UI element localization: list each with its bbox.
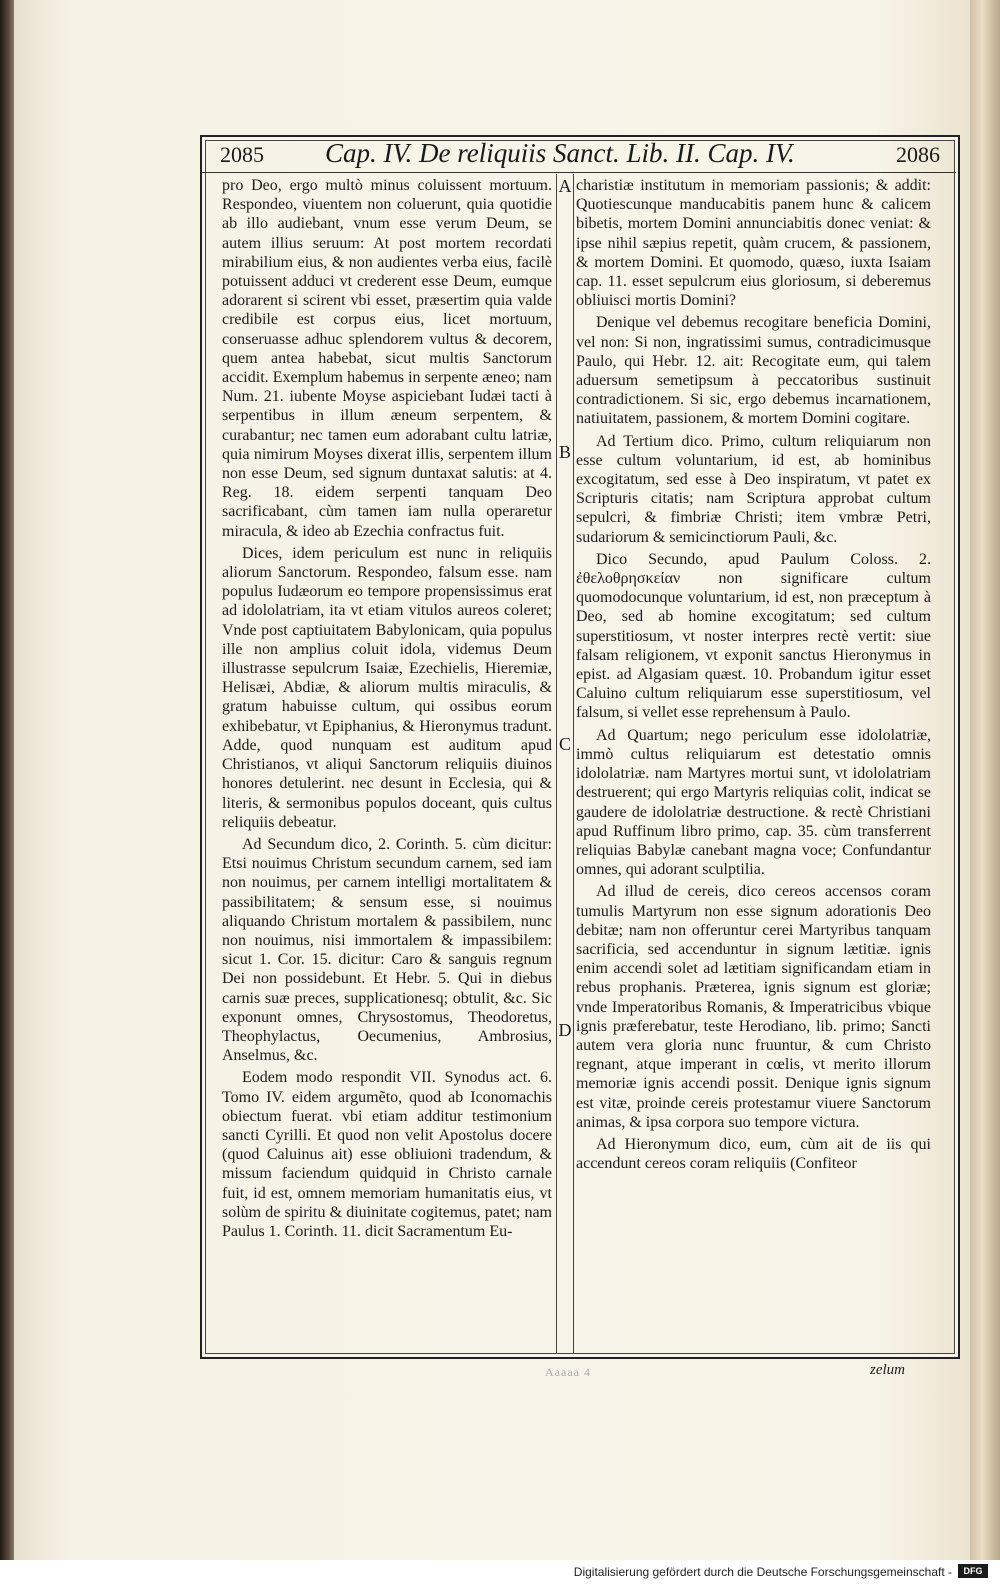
running-header [210, 138, 950, 174]
margin-letter-a: A [558, 176, 572, 196]
dfg-logo: DFG [958, 1564, 988, 1578]
paragraph: Ad Quartum; nego periculum esse idololatriæ, immò cultus reliquiarum est detestatio omnis idololatriæ. nam Martyres mortui sunt, vt idololatriam destruerent; qui ergo Martyris reliquias colit, indicat se gaudere de idololatriæ destructione. & rectè Christiani apud Ruffinum libro primo, cap. 35. cùm transferrent reliquias Babylæ canebant magna voce; Confundantur omnes, qui adorant sculptilia. [576, 726, 931, 879]
header-rule [202, 172, 956, 173]
running-title: Cap. IV. De reliquiis Sanct. Lib. II. Cap. IV. [325, 138, 795, 168]
margin-letter-d: D [558, 1020, 572, 1040]
paragraph: Dices, idem periculum est nunc in reliquiis aliorum Sanctorum. Respondeo, falsum esse. nam populus Iudæorum eo tempore propensissimus erat ad idololatriam, ita vt etiam vitulos aureos coleret; Vnde post captiuitatem Babylonicam, quia populus ille non amplius coluit idola, videmus Deum illustrasse sepulcrum Isaiæ, Ezechielis, Hieremiæ, Helisæi, Abdiæ, & aliorum multis miraculis, & gratum habuisse cultum, qui ossibus eorum exhibebatur, vt Epiphanius, & Hieronymus tradunt. Adde, quod nunquam est auditum apud Christianos, vt aliqui Sanctorum reliquiis diuinos honores detulerint. nec desunt in Ecclesia, qui & literis, & sermonibus populos doceant, quis cultus reliquiis debeatur. [222, 544, 552, 831]
paragraph: Ad illud de cereis, dico cereos accensos coram tumulis Martyrum non esse signum adorationis Deo debitæ; nam non offeruntur cerei Martyribus tanquam sacrificia, sed accenduntur in signum lætitiæ. ignis enim accendi solet ad lætitiam significandam etiam in rebus prophanis. Præterea, ignis signum est gloriæ; vnde Imperatoribus Romanis, & Imperatricibus vbique ignis præferebatur, teste Herodiano, lib. primo; Sancti autem vera gloria nunc fruuntur, & cum Christo regnant, atque imperant in cœlis, vt merito illorum memoriæ ignis accendi possit. Denique ignis signum est vitæ, proinde cereis protestamur viuere Sanctorum animas, & ipsa corpora suo tempore victura. [576, 883, 931, 1131]
funding-credit: Digitalisierung gefördert durch die Deutsche Forschungsgemeinschaft - [573, 1565, 952, 1579]
margin-column [556, 174, 574, 1354]
next-page-edge [970, 0, 1000, 1586]
paragraph: Ad Secundum dico, 2. Corinth. 5. cùm dicitur: Etsi nouimus Christum secundum carnem, sed iam non nouimus, per carnem intelligi mortalitatem & passibilitatem; & sensum esse, si nouimus aliquando Christum mortalem & passibilem, nunc non nouimus, nisi immortalem & impassibilem: sicut 1. Cor. 15. dicitur: Caro & sanguis regnum Dei non possidebunt. Et Hebr. 5. Qui in diebus carnis suæ preces, supplicationesq; obtulit, &c. Sic exponunt omnes, Chrysostomus, Theodoretus, Theophylactus, Oecumenius, Ambrosius, Anselmus, &c. [222, 835, 552, 1065]
paragraph: charistiæ institutum in memoriam passionis; & addit: Quotiescunque manducabitis panem hunc & calicem bibetis, mortem Domini annunciabitis donec veniat: & ipse nihil sæpius repetit, quàm crucem, & passionem, & mortem Domini. Et quomodo, quæso, iuxta Isaiam cap. 11. esset sepulcrum eius gloriosum, si deberemus obliuisci mortis Domini? [576, 177, 931, 310]
paragraph: Ad Hieronymum dico, eum, cùm ait de iis qui accendunt cereos coram reliquiis (Confiteor [576, 1135, 931, 1173]
catchword: zelum [870, 1362, 905, 1378]
paragraph: Ad Tertium dico. Primo, cultum reliquiarum non esse cultum voluntarium, id est, ab hominibus excogitatum, sed esse à Deo inspiratum, vt patet ex Scripturis citatis; nam Scriptura approbat cultum sepulcri, & fimbriæ Christi; item vmbræ Petri, sudariorum & semicinctiorum Pauli, &c. [576, 432, 931, 546]
book-binding-edge [0, 0, 14, 1586]
page-number-left: 2085 [220, 142, 264, 167]
page-number-right: 2086 [896, 142, 940, 167]
right-column [576, 176, 931, 1326]
left-column [222, 176, 552, 1326]
paragraph: Eodem modo respondit VII. Synodus act. 6. Tomo IV. eidem argumẽto, quod ab Iconomachis obiectum fuerat. vbi etiam additur testimonium sancti Cyrilli. Et quod non velit Apostolus docere (quod Caluinus ait) esse obliuioni tradendum, & missum faciendum quidquid in Christo carnale fuit, id est, omnem memoriam humanitatis eius, vt solùm de spiritu & diuinitate cogitemus, patet; nam Paulus 1. Corinth. 11. dicit Sacramentum Eu- [222, 1069, 552, 1240]
margin-letter-c: C [558, 734, 571, 754]
paragraph: Denique vel debemus recogitare beneficia Domini, vel non: Si non, ingratissimi sumus, contradicimusque Paulo, qui Hebr. 12. ait: Recogitate eum, qui talem aduersum semetipsum à peccatoribus sustinuit contradictionem. Si sic, ergo debemus incarnationem, natiuitatem, passionem, & mortem Domini cogitare. [576, 314, 931, 428]
signature-mark: Aaaaa 4 [545, 1365, 591, 1379]
paragraph: pro Deo, ergo multò minus coluissent mortuum. Respondeo, viuentem non coluerunt, quia quotidie ab illo audiebant, vnum esse verum Deum, se autem illius seruum: At post mortem recordati mirabilium eius, & non audientes verba eius, facilè potuissent adduci vt crederent esse Deum, eumque adorarent si scirent vbi esset, præsertim quia valde credibile est corpus eius, licet mortuum, conseruasse adhuc splendorem vultus & decorem, quem antea habebat, sicut multis Sanctorum accidit. Exemplum habemus in serpente æneo; nam Num. 21. iubente Moyse aspiciebant Iudæi tacti à serpentibus in illum æneum serpentem, & curabantur; nec tamen eum adorabant cultu latriæ, quia nimirum Moyses dixerat illis, serpentem illum non esse Deum, sed signum duntaxat salutis: at 4. Reg. 18. eidem serpenti tanquam Deo sacrificabant, cùm tamen iam nulla operaretur miracula, & ideo ab Ezechia confractus fuit. [222, 177, 552, 540]
paragraph: Dico Secundo, apud Paulum Coloss. 2. ἐθελοθρησκείαν non significare cultum quomodocunque voluntarium, id est, non præceptum à Deo, sed ab homine excogitatum; sed cultum superstitiosum, vt noster interpres rectè vertit: siue falsam religionem, vt exponit sanctus Hieronymus in epist. ad Algasiam quæst. 10. Probandum igitur esset Caluino cultum reliquiarum esse superstitiosum, vel falsum, si vellet esse reprehensum à Paulo. [576, 550, 931, 722]
margin-letter-b: B [558, 442, 571, 462]
